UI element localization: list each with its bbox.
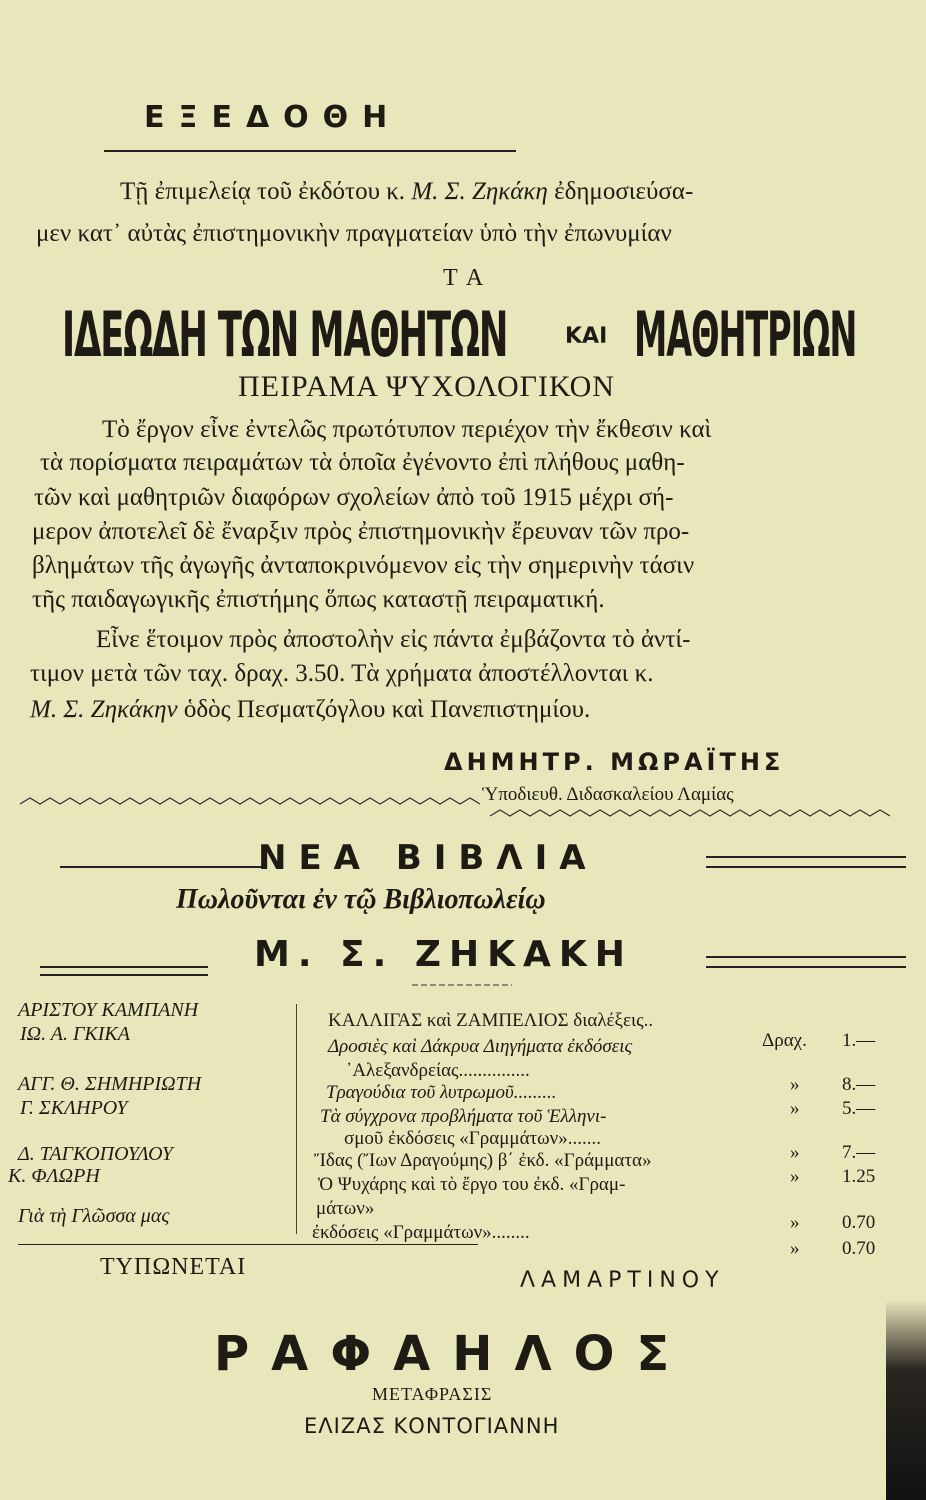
signature-name: ΔΗΜΗΤΡ. ΜΩΡΑΪΤΗΣ — [444, 748, 785, 776]
author-item: ΑΡΙΣΤΟΥ ΚΑΜΠΑΝΗ — [18, 999, 199, 1021]
book-item: Ὁ Ψυχάρης καὶ τὸ ἔργο του ἐκδ. «Γραμ- — [318, 1174, 626, 1195]
publisher-name: Μ. Σ. Ζηκάκη — [411, 178, 548, 205]
body-line: τὰ πορίσματα πειραμάτων τὰ ὁποῖα ἐγένοντο ἐπὶ πλήθους μαθη- — [40, 449, 685, 476]
book-item: Τὰ σύγχρονα προβλήματα τοῦ Ἑλληνι- — [320, 1106, 607, 1127]
author-item: ΑΓΓ. Θ. ΣΗΜΗΡΙΩΤΗ — [18, 1073, 202, 1095]
price-ditto: » — [790, 1166, 800, 1187]
body-line: βλημάτων τῆς ἀγωγῆς ἀνταποκρινόμενον εἰς τὴν σημερινὴν τάσιν — [32, 552, 695, 579]
body-line: μερον ἀποτελεῖ δὲ ἔναρξιν πρὸς ἐπιστημονικὴν ἔρευναν τῶν προ- — [32, 518, 690, 545]
price-value: 8.— — [842, 1074, 876, 1095]
book-item: μάτων» — [316, 1198, 375, 1219]
currency-label: Δραχ. — [762, 1030, 807, 1051]
raphael-title: ΡΑΦΑΗΛΟΣ — [214, 1326, 692, 1382]
book-item: ἐκδόσεις «Γραμμάτων»........ — [312, 1222, 530, 1243]
ta-article: Τ Α — [443, 265, 486, 291]
book-item: Δροσιὲς καὶ Δάκρυα Διηγήματα ἐκδόσεις — [328, 1036, 633, 1057]
price-value: 0.70 — [842, 1212, 876, 1233]
bookstore-rule-right-2 — [706, 966, 906, 968]
new-books-rule-right-2 — [706, 866, 906, 868]
body-line: Εἶνε ἕτοιμον πρὸς ἀποστολὴν εἰς πάντα ἐμβάζοντα τὸ ἀντί- — [96, 626, 691, 653]
new-books-rule-left — [60, 866, 266, 868]
book-item: ΚΑΛΛΙΓΑΣ καὶ ΖΑΜΠΕΛΙΟΣ διαλέξεις.. — [328, 1010, 654, 1031]
author-item: Γιὰ τὴ Γλῶσσα μας — [18, 1205, 170, 1227]
author-item: ΙΩ. Α. ΓΚΙΚΑ — [20, 1023, 130, 1045]
translator-name: ΕΛΙΖΑΣ ΚΟΝΤΟΓΙΑΝΝΗ — [304, 1414, 560, 1438]
small-ornament — [412, 980, 512, 990]
lamartine-author: ΛΑΜΑΡΤΙΝΟΥ — [520, 1268, 725, 1293]
printing-label: ΤΥΠΩΝΕΤΑΙ — [100, 1254, 247, 1280]
author-item: Δ. ΤΑΓΚΟΠΟΥΛΟΥ — [18, 1143, 173, 1165]
body-line: τῆς παιδαγωγικῆς ἐπιστήμης ὅπως καταστῇ πειραματική. — [32, 586, 605, 613]
signature-role: Ὑποδιευθ. Διδασκαλείου Λαμίας — [482, 784, 734, 805]
book-item: σμοῦ ἐκδόσεις «Γραμμάτων»....... — [344, 1128, 602, 1149]
addressee-name: Μ. Σ. Ζηκάκην — [30, 696, 178, 723]
translation-label: ΜΕΤΑΦΡΑΣΙΣ — [372, 1384, 493, 1404]
book-item: Ἴδας (Ἴων Δραγούμης) β΄ ἐκδ. «Γράμματα» — [314, 1150, 652, 1171]
intro-pre: Τῇ ἐπιμελείᾳ τοῦ ἐκδότου κ. — [120, 178, 406, 205]
book-title-part1: ΙΔΕΩΔΗ ΤΩΝ ΜΑΘΗΤΩΝ — [62, 298, 508, 371]
zigzag-divider — [20, 790, 900, 830]
book-item: ᾽Αλεξανδρείας............... — [346, 1060, 530, 1081]
book-item: Τραγούδια τοῦ λυτρωμοῦ......... — [326, 1082, 557, 1103]
list-separator — [296, 1004, 299, 1234]
price-value: 0.70 — [842, 1238, 876, 1259]
intro-line-2: μεν κατ᾽ αὐτὰς ἐπιστημονικὴν πραγματείαν ὑπὸ τὴν ἐπωνυμίαν — [36, 220, 672, 247]
new-books-title: ΝΕΑ ΒΙΒΛΙΑ — [258, 838, 598, 878]
book-title — [62, 298, 872, 378]
book-title-kai: ΚΑΙ — [565, 324, 608, 349]
new-books-rule-right-1 — [706, 856, 906, 858]
author-item: Κ. ΦΛΩΡΗ — [8, 1165, 100, 1187]
new-books-sold-at: Πωλοῦνται ἐν τῷ Βιβλιοπωλείῳ — [176, 884, 546, 915]
price-value: 1.25 — [842, 1166, 876, 1187]
address: ὁδὸς Πεσματζόγλου καὶ Πανεπιστημίου. — [183, 696, 591, 723]
page-edge-shadow — [886, 1300, 926, 1500]
heading-underline — [104, 150, 516, 152]
author-item: Γ. ΣΚΛΗΡΟΥ — [20, 1097, 128, 1119]
intro-line-1 — [120, 176, 693, 208]
body-line: τιμον μετὰ τῶν ταχ. δραχ. 3.50. Τὰ χρήματα ἀποστέλλονται κ. — [30, 660, 654, 687]
price-ditto: » — [790, 1098, 800, 1119]
price-ditto: » — [790, 1142, 800, 1163]
price-value: 7.— — [842, 1142, 876, 1163]
body-line: τῶν καὶ μαθητριῶν διαφόρων σχολείων ἀπὸ τοῦ 1915 μέχρι σή- — [34, 484, 674, 511]
book-subtitle: ΠΕΙΡΑΜΑ ΨΥΧΟΛΟΓΙΚΟΝ — [238, 370, 615, 403]
bookstore-name: Μ. Σ. ΖΗΚΑΚΗ — [254, 934, 633, 975]
bookstore-rule-left-2 — [40, 974, 208, 976]
price-value: 5.— — [842, 1098, 876, 1119]
price-value: 1.— — [842, 1030, 876, 1051]
body-last-line — [30, 694, 590, 726]
heading-published: ΕΞΕΔΟΘΗ — [144, 100, 402, 135]
book-title-part2: ΜΑΘΗΤΡΙΩΝ — [634, 298, 857, 371]
bookstore-rule-left-1 — [40, 966, 208, 968]
bookstore-rule-right-1 — [706, 956, 906, 958]
price-ditto: » — [790, 1212, 800, 1233]
price-ditto: » — [790, 1074, 800, 1095]
list-bottom-rule — [18, 1244, 478, 1245]
price-ditto: » — [790, 1238, 800, 1259]
body-line: Τὸ ἔργον εἶνε ἐντελῶς πρωτότυπον περιέχον τὴν ἔκθεσιν καὶ — [102, 416, 712, 443]
intro-post: ἐδημοσιεύσα- — [554, 178, 694, 205]
